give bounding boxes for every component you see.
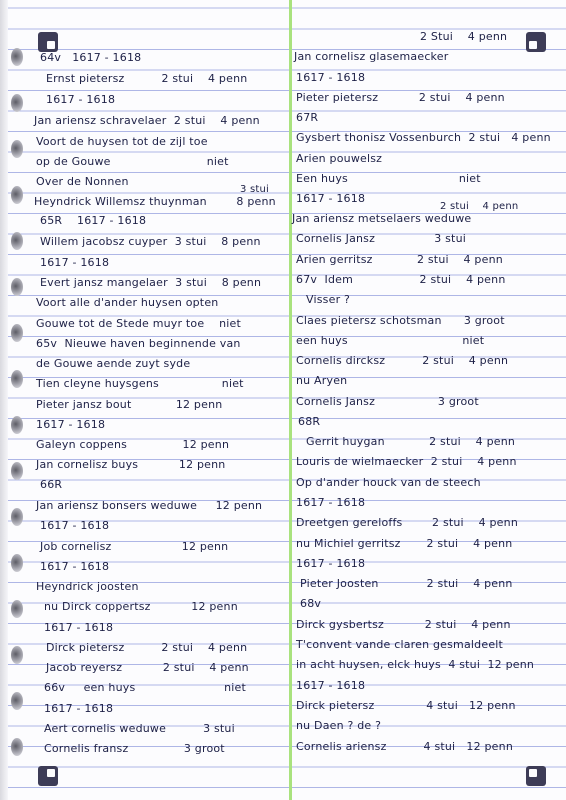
- text-line: Pieter jansz bout 12 penn: [36, 398, 223, 411]
- text-line: een huys niet: [296, 334, 485, 347]
- text-line: nu Daen ? de ?: [296, 719, 382, 732]
- text-line: Jan ariensz metselaers weduwe: [292, 212, 472, 225]
- punch-hole: [11, 186, 23, 204]
- text-line: 1617 - 1618: [40, 519, 110, 532]
- text-line: Arien gerritsz 2 stui 4 penn: [296, 253, 503, 266]
- text-line: 1617 - 1618: [296, 679, 366, 692]
- punch-hole: [11, 554, 23, 572]
- text-line: 66v een huys niet: [44, 681, 247, 694]
- text-line: nu Aryen: [296, 374, 348, 387]
- text-line: Gerrit huygan 2 stui 4 penn: [306, 435, 516, 448]
- text-line: Heyndrick joosten: [36, 580, 139, 593]
- punch-hole: [11, 462, 23, 480]
- text-line: Jan ariensz bonsers weduwe 12 penn: [36, 499, 263, 512]
- text-line: de Gouwe aende zuyt syde: [36, 357, 191, 370]
- text-line: 1617 - 1618: [296, 496, 366, 509]
- punch-hole: [11, 692, 23, 710]
- margin-line: [289, 0, 292, 800]
- text-line: Jan cornelisz buys 12 penn: [36, 458, 226, 471]
- text-line: Aert cornelis weduwe 3 stui: [44, 722, 235, 735]
- punch-hole: [11, 370, 23, 388]
- punch-hole: [11, 646, 23, 664]
- text-line: Claes pietersz schotsman 3 groot: [296, 314, 505, 327]
- text-line: 64v 1617 - 1618: [40, 51, 142, 64]
- punch-hole: [11, 416, 23, 434]
- text-line: Dirck pietersz 2 stui 4 penn: [46, 641, 248, 654]
- text-line: Jacob reyersz 2 stui 4 penn: [46, 661, 249, 674]
- corner-marker-icon: [38, 766, 58, 786]
- header-amount: 2 Stui 4 penn: [420, 30, 508, 43]
- text-line: Cornelis fransz 3 groot: [44, 742, 225, 755]
- text-line: Pieter Joosten 2 stui 4 penn: [300, 577, 513, 590]
- text-line: Tien cleyne huysgens niet: [36, 377, 244, 390]
- text-line: 68R: [298, 415, 321, 428]
- punch-hole: [11, 278, 23, 296]
- punch-hole: [11, 738, 23, 756]
- text-line: 1617 - 1618: [44, 621, 114, 634]
- corner-marker-icon: [38, 32, 58, 52]
- text-line: nu Dirck coppertsz 12 penn: [44, 600, 238, 613]
- text-line: Jan cornelisz glasemaecker: [294, 50, 449, 63]
- text-line: 68v: [300, 597, 322, 610]
- text-line: Gysbert thonisz Vossenburch 2 stui 4 penn: [296, 131, 551, 144]
- text-line: Pieter pietersz 2 stui 4 penn: [296, 91, 505, 104]
- punch-hole: [11, 48, 23, 66]
- punch-hole: [11, 508, 23, 526]
- corner-marker-icon: [526, 32, 546, 52]
- punch-hole: [11, 600, 23, 618]
- text-line: Voort alle d'ander huysen opten: [36, 296, 219, 309]
- text-line: Cornelis dircksz 2 stui 4 penn: [296, 354, 509, 367]
- text-line: Job cornelisz 12 penn: [40, 540, 229, 553]
- text-line: 67R: [296, 111, 319, 124]
- text-line: 2 stui 4 penn: [440, 201, 519, 212]
- text-line: 65R 1617 - 1618: [40, 214, 147, 227]
- text-line: Evert jansz mangelaer 3 stui 8 penn: [40, 276, 262, 289]
- text-line: 1617 - 1618: [46, 93, 116, 106]
- text-line: 1617 - 1618: [40, 256, 110, 269]
- text-line: 1617 - 1618: [44, 702, 114, 715]
- punch-hole: [11, 140, 23, 158]
- text-line: Louris de wielmaecker 2 stui 4 penn: [296, 455, 517, 468]
- text-line: Over de Nonnen: [36, 175, 129, 188]
- text-line: T'convent vande claren gesmaldeelt: [296, 638, 504, 651]
- text-line: 3 stui: [240, 184, 269, 195]
- text-line: 66R: [40, 478, 63, 491]
- text-line: 1617 - 1618: [296, 557, 366, 570]
- punch-hole: [11, 94, 23, 112]
- text-line: 1617 - 1618: [296, 71, 366, 84]
- text-line: Cornelis Jansz 3 stui: [296, 232, 466, 245]
- text-line: Op d'ander houck van de steech: [296, 476, 481, 489]
- text-line: Heyndrick Willemsz thuynman 8 penn: [34, 195, 276, 208]
- text-line: 1617 - 1618: [40, 560, 110, 573]
- text-line: in acht huysen, elck huys 4 stui 12 penn: [296, 658, 535, 671]
- binding-edge: [0, 0, 8, 800]
- text-line: Ernst pietersz 2 stui 4 penn: [46, 72, 248, 85]
- text-line: Dirck pietersz 4 stui 12 penn: [296, 699, 516, 712]
- text-line: 65v Nieuwe haven beginnende van: [36, 337, 241, 350]
- punch-hole: [11, 324, 23, 342]
- text-line: Visser ?: [306, 293, 351, 306]
- text-line: Jan ariensz schravelaer 2 stui 4 penn: [34, 114, 260, 127]
- text-line: nu Michiel gerritsz 2 stui 4 penn: [296, 537, 513, 550]
- text-line: Gouwe tot de Stede muyr toe niet: [36, 317, 242, 330]
- text-line: Arien pouwelsz: [296, 152, 383, 165]
- text-line: Willem jacobsz cuyper 3 stui 8 penn: [40, 235, 261, 248]
- punch-hole: [11, 232, 23, 250]
- text-line: Galeyn coppens 12 penn: [36, 438, 230, 451]
- text-line: 1617 - 1618: [296, 192, 366, 205]
- text-line: 67v Idem 2 stui 4 penn: [296, 273, 506, 286]
- text-line: 1617 - 1618: [36, 418, 106, 431]
- text-line: op de Gouwe niet: [36, 155, 229, 168]
- text-line: Een huys niet: [296, 172, 481, 185]
- corner-marker-icon: [526, 766, 546, 786]
- text-line: Dirck gysbertsz 2 stui 4 penn: [296, 618, 511, 631]
- text-line: Voort de huysen tot de zijl toe: [36, 135, 208, 148]
- text-line: Dreetgen gereloffs 2 stui 4 penn: [296, 516, 518, 529]
- text-line: Cornelis Jansz 3 groot: [296, 395, 479, 408]
- text-line: Cornelis ariensz 4 stui 12 penn: [296, 740, 513, 753]
